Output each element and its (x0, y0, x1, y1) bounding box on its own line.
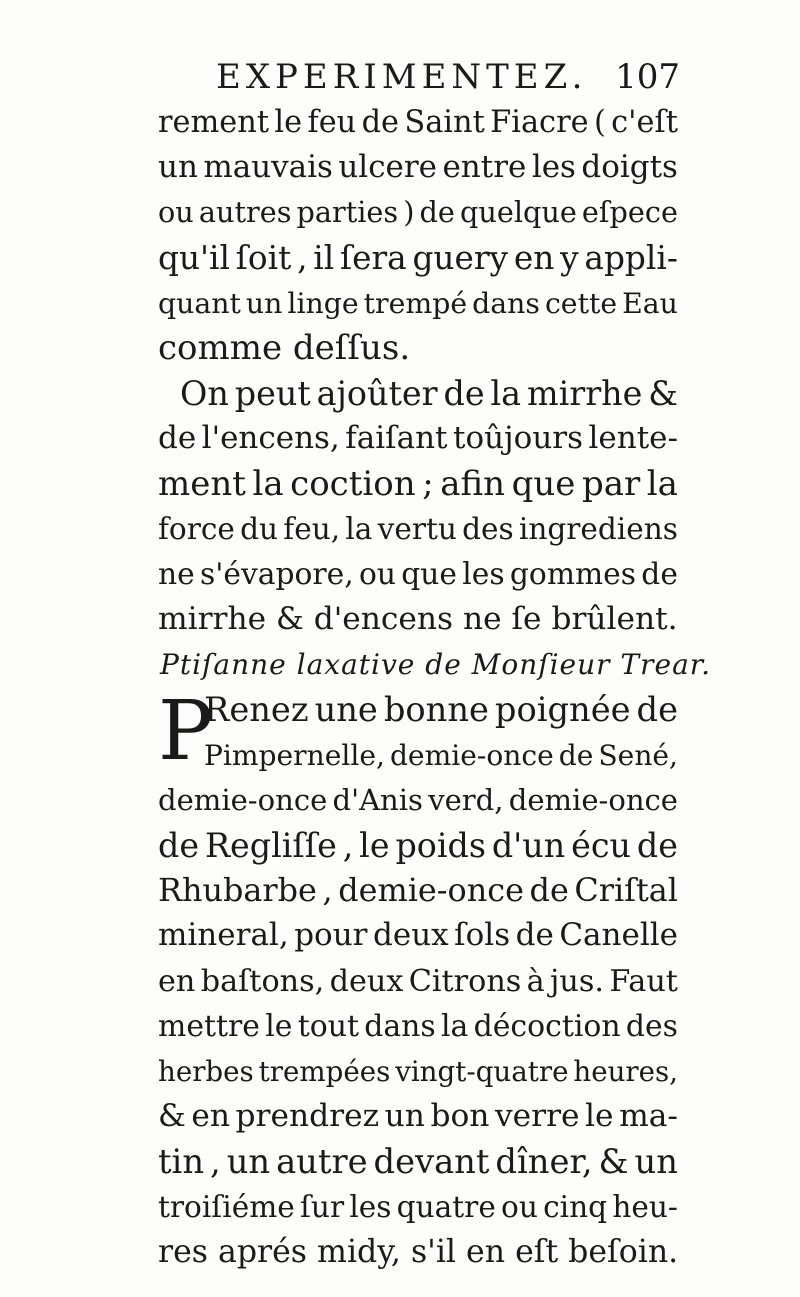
text-line: & en prendrez un bon verre le ma- (158, 1098, 678, 1135)
text-line: mettre le tout dans la décoction des (158, 1008, 678, 1044)
text-line: herbes trempées vingt-quatre heures, (158, 1054, 678, 1088)
text-line: force du feu, la vertu des ingrediens (158, 511, 678, 546)
text-line: Renez une bonne poignée de (204, 690, 678, 730)
recipe-title: Ptiſanne laxative de Monſieur Trear. (160, 648, 711, 682)
text-line: comme deſſus. (158, 327, 411, 368)
text-line: un mauvais ulcere entre les doigts (158, 149, 678, 186)
text-line: tin , un autre devant dîner, & un (158, 1142, 678, 1182)
text-line: mineral, pour deux ſols de Canelle (158, 917, 678, 954)
page-number: 107 (615, 57, 680, 97)
body-text (158, 100, 711, 1275)
text-line: ment la coction ; afin que par la (158, 463, 678, 504)
text-line: ne s'évapore, ou que les gommes de (158, 556, 678, 592)
text-line: de l'encens, faiſant toûjours lente- (158, 420, 678, 457)
text-line: de Regliſſe , le poids d'un écu de (158, 826, 678, 865)
running-title: EXPERIMENTEZ. (216, 57, 588, 97)
text-line: demie-once d'Anis verd, demie-once (158, 782, 678, 817)
text-line: mirrhe & d'encens ne ſe brûlent. (158, 601, 678, 638)
text-line: en baſtons, deux Citrons à jus. Faut (158, 963, 678, 999)
text-line: rement le feu de Saint Fiacre ( c'eſt (158, 105, 678, 140)
text-line: Rhubarbe , demie-once de Criſtal (158, 871, 678, 910)
text-line: Pimpernelle, demie-once de Sené, (204, 738, 678, 772)
paragraph-1 (158, 100, 678, 371)
text-line: quant un linge trempé dans cette Eau (158, 286, 678, 320)
text-line: res aprés midy, s'il en eſt beſoin. (158, 1233, 679, 1270)
text-line: qu'il ſoit , il ſera guery en y appli- (158, 238, 678, 277)
text-line: On peut ajoûter de la mirrhe & (180, 374, 678, 414)
running-head (160, 52, 680, 102)
text-line: troiſiéme ſur les quatre ou cinq heu- (158, 1189, 678, 1224)
recipe-paragraph (158, 684, 679, 1274)
text-line: ou autres parties ) de quelque eſpece (158, 195, 678, 230)
drop-cap: P (158, 684, 214, 780)
paragraph-2 (158, 371, 678, 642)
